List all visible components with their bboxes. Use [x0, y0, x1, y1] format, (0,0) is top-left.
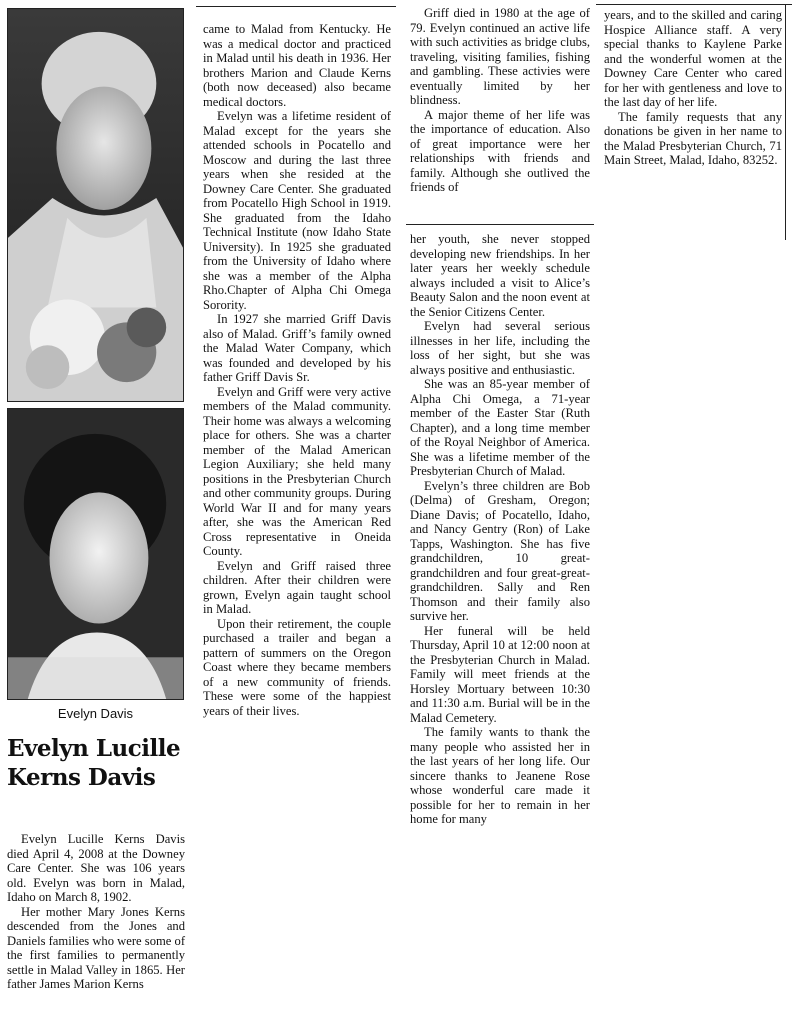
- top-edge-rule: [596, 4, 792, 5]
- column-divider-rule: [406, 224, 594, 225]
- elderly-portrait-image: [8, 9, 183, 401]
- paragraph: Evelyn and Griff were very active members of the Malad community. Their home was always a welcoming place for others. She was a charter member of the Malad American Legion Auxiliary; she held many positions in the Presbyterian Church and other community groups. During World War II and for many years after, she was the American Red Cross representative in Oneida County.: [203, 384, 391, 558]
- paragraph: came to Malad from Kentucky. He was a medical doctor and practiced in Malad until his death in 1936. Her brothers Marion and Claude Kerns (both now deceased) also became medical doctors.: [203, 22, 391, 109]
- article-column-1: [7, 832, 185, 992]
- paragraph: The family wants to thank the many people who assisted her in the last years of her long life. Our sincere thanks to Jeanene Rose whose wonderful care made it possible for her to remain in her home for many: [410, 725, 590, 826]
- clipping-edge-rule: [785, 4, 786, 240]
- photo-caption: Evelyn Davis: [57, 706, 134, 721]
- paragraph: years, and to the skilled and caring Hospice Alliance staff. A very special thanks to Kaylene Parke and the wonderful women at the Downey Care Center who cared for her with gentleness and love to the last day of her life.: [604, 8, 782, 109]
- headline-line-2: Kerns Davis: [7, 764, 156, 791]
- paragraph: A major theme of her life was the importance of education. Also of great importance were her relationships with friends and family. Although she outlived the friends of: [410, 107, 590, 194]
- paragraph: Griff died in 1980 at the age of 79. Evelyn continued an active life with such activities as bridge clubs, traveling, visiting families, fishing and gambling. These activies were eventually limited by her blindness.: [410, 6, 590, 107]
- article-column-3-top: [410, 6, 590, 195]
- paragraph: her youth, she never stopped developing new friendships. In her later years her weekly schedule always included a visit to Alice’s Beauty Salon and the noon event at the Senior Citizens Center.: [410, 232, 590, 319]
- top-edge-rule: [196, 6, 396, 7]
- paragraph: Upon their retirement, the couple purchased a trailer and began a pattern of summers on the Oregon Coast where they became members of a new community of friends. These were some of the happiest years of their lives.: [203, 616, 391, 718]
- paragraph: Evelyn was a lifetime resident of Malad except for the years she attended schools in Pocatello and Moscow and during the last three years when she resided at the Downey Care Center. She graduated from Pocatello High School in 1919. She graduated from the Idaho Technical Institute (now Idaho State University). In 1925 she graduated from the University of Idaho where she was a member of the Alpha Rho.Chapter of Alpha Chi Omega Sorority.: [203, 109, 391, 312]
- headline-line-1: Evelyn Lucille: [7, 735, 181, 762]
- paragraph: In 1927 she married Griff Davis also of Malad. Griff’s family owned the Malad Water Company, which was founded and developed by his father Griff Davis Sr.: [203, 312, 391, 384]
- paragraph: She was an 85-year member of Alpha Chi Omega, a 71-year member of the Easter Star (Ruth Chapter), and a long time member of the Royal Neighbor of America. She was a lifetime member of the Presbyterian Church of Malad.: [410, 377, 590, 478]
- paragraph: Evelyn Lucille Kerns Davis died April 4, 2008 at the Downey Care Center. She was 106 years old. Evelyn was born in Malad, Idaho on March 8, 1902.: [7, 832, 185, 904]
- paragraph: Her mother Mary Jones Kerns descended from the Jones and Daniels families who were some of the first families to permanently settle in Malad Valley in 1865. Her father James Marion Kerns: [7, 904, 186, 991]
- paragraph: Evelyn and Griff raised three children. After their children were grown, Evelyn again taught school in Malad.: [203, 558, 391, 616]
- portrait-photo-elderly: [7, 8, 184, 402]
- article-column-3-bottom: [410, 232, 590, 827]
- article-column-2: [203, 22, 391, 718]
- article-column-4: [604, 8, 782, 168]
- paragraph: The family requests that any donations be given in her name to the Malad Presbyterian Church, 71 Main Street, Malad, Idaho, 83252.: [604, 109, 782, 167]
- paragraph: Evelyn had several serious illnesses in her life, including the loss of her sight, but she was always positive and enthusiastic.: [410, 319, 590, 377]
- obituary-headline: [7, 734, 192, 792]
- young-portrait-image: [8, 409, 183, 699]
- paragraph: Evelyn’s three children are Bob (Delma) of Gresham, Oregon; Diane Davis; of Pocatello, Idaho, and Nancy Gentry (Ron) of Lake Tapps, Washington. She has five grandchildren, 10 great-grandchildren and four great-great-grandchildren. Sally and Ren Thomson and their family also survive her.: [410, 478, 590, 623]
- portrait-photo-young: [7, 408, 184, 700]
- paragraph: Her funeral will be held Thursday, April 10 at 12:00 noon at the Presbyterian Church in Malad. Family will meet friends at the Horsley Mortuary between 10:30 and 11:30 a.m. Burial will be in the Malad Cemetery.: [410, 623, 590, 725]
